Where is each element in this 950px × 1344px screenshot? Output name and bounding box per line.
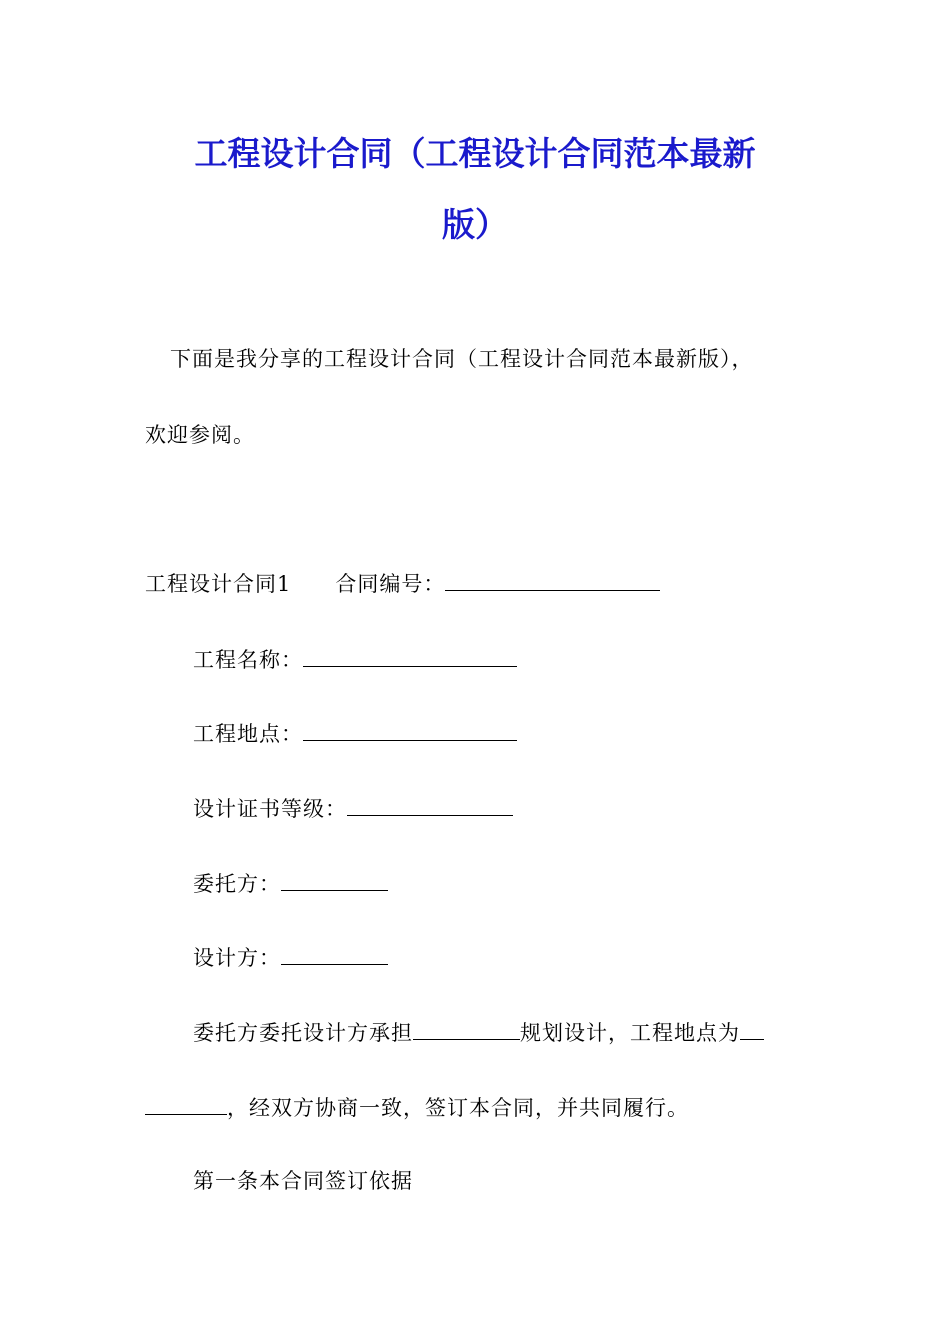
scope-blank[interactable] bbox=[413, 1017, 520, 1040]
intro-paragraph-line-2: 欢迎参阅。 bbox=[145, 423, 255, 447]
client-row bbox=[193, 868, 388, 899]
document-title-line-2: 版） bbox=[442, 205, 508, 244]
project-name-label: 工程名称： bbox=[193, 648, 303, 672]
document-title-line-1: 工程设计合同（工程设计合同范本最新 bbox=[194, 134, 756, 173]
designer-row bbox=[193, 942, 388, 973]
contract-heading-row bbox=[145, 568, 660, 599]
cert-level-blank[interactable] bbox=[347, 793, 513, 816]
project-location-label: 工程地点： bbox=[193, 722, 303, 746]
article-1-heading: 第一条本合同签订依据 bbox=[193, 1169, 413, 1193]
designer-label: 设计方： bbox=[193, 946, 281, 970]
client-blank[interactable] bbox=[281, 868, 388, 891]
project-location-blank[interactable] bbox=[303, 718, 517, 741]
body-text-1a: 委托方委托设计方承担 bbox=[193, 1021, 413, 1045]
body-text-1b: 规划设计，工程地点为 bbox=[520, 1021, 740, 1045]
designer-blank[interactable] bbox=[281, 942, 388, 965]
body-paragraph-line-1 bbox=[193, 1017, 764, 1048]
cert-level-label: 设计证书等级： bbox=[193, 797, 347, 821]
project-location-row bbox=[193, 718, 517, 749]
cert-level-row bbox=[193, 793, 513, 824]
body-paragraph-line-2 bbox=[145, 1092, 689, 1123]
contract-number-blank[interactable] bbox=[445, 568, 660, 591]
location-blank-start[interactable] bbox=[740, 1017, 764, 1040]
client-label: 委托方： bbox=[193, 872, 281, 896]
contract-number-label: 合同编号： bbox=[335, 572, 446, 596]
intro-paragraph-line-1: 下面是我分享的工程设计合同（工程设计合同范本最新版）， bbox=[170, 347, 754, 371]
location-blank-end[interactable] bbox=[145, 1092, 227, 1115]
contract-heading: 工程设计合同1 bbox=[145, 572, 292, 596]
project-name-row bbox=[193, 644, 517, 675]
body-text-2: ，经双方协商一致，签订本合同，并共同履行。 bbox=[227, 1096, 689, 1120]
project-name-blank[interactable] bbox=[303, 644, 517, 667]
